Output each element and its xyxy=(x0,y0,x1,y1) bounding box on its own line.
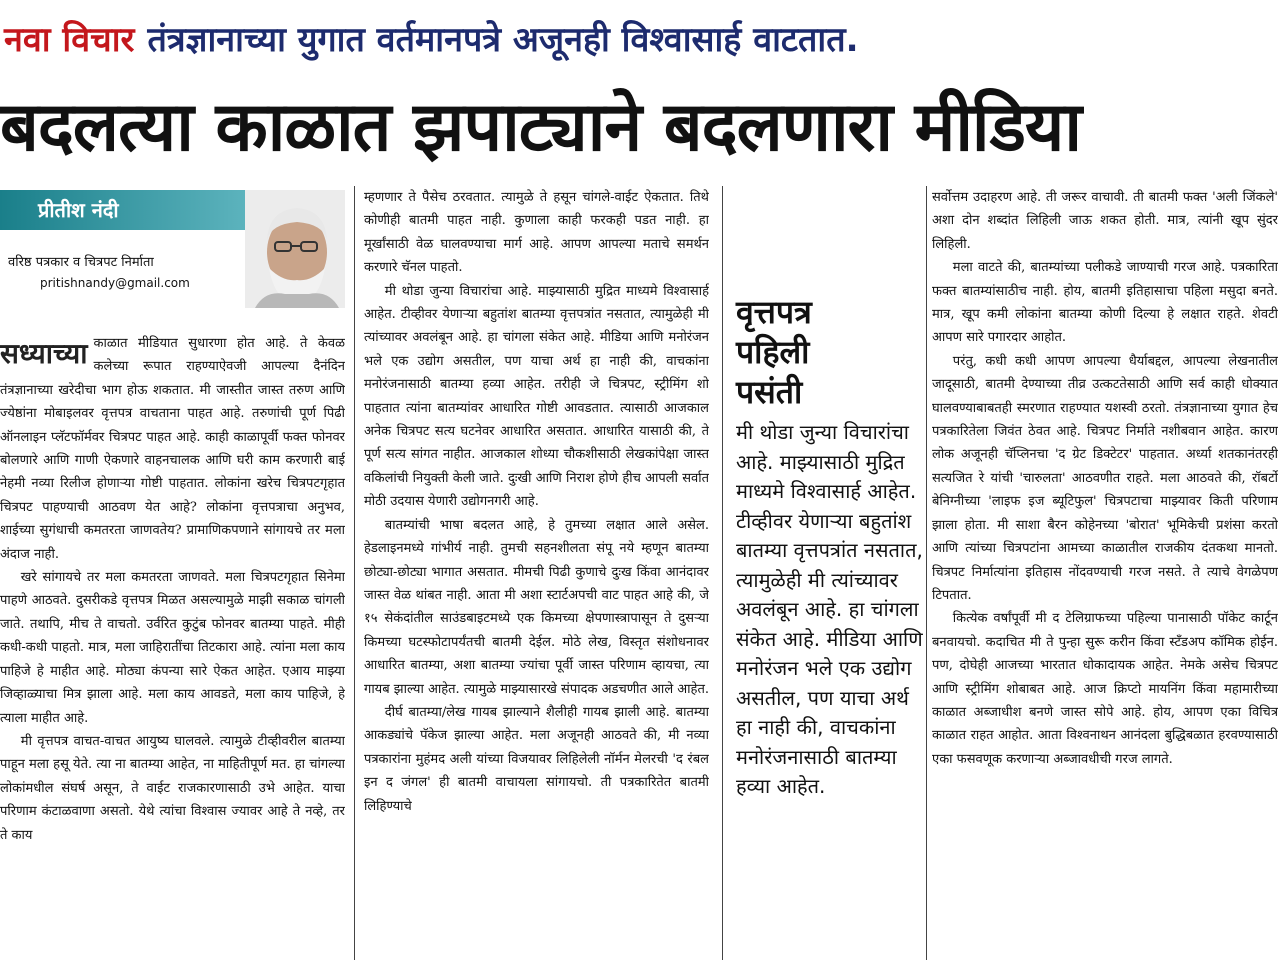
article-column-4 xyxy=(932,186,1278,960)
article-paragraph: काळात मीडियात सुधारणा होत आहे. ते केवळ कलेच्या रूपात राहण्याऐवजी आपल्या दैनंदिन तंत्रज्ञानाच्या खरेदीचा भाग होऊ शकतात. मी जास्तीत जास्त तरुण आणि ज्येष्ठांना मोबाइलवर वृत्तपत्र वाचताना पाहत आहे. तरुणांची पूर्ण पिढी ऑनलाइन प्लॅटफॉर्मवर चित्रपट पाहत आहे. काही काळापूर्वी फक्त फोनवर बोलणारे आणि गाणी ऐकणारे वाहनचालक आणि घरी काम करणारी बाई नेहमी नव्या रिलीज होणाऱ्या गोष्टी पाहतात. लोकांना खरेच चित्रपटगृहात चित्रपट पाहण्याची आठवण येत आहे? लोकांना वृत्तपत्राचा अनुभव, शाईच्या सुगंधाची कमतरता जाणवतेय? प्रामाणिकपणाने सांगायचे तर मला अंदाज नाही. xyxy=(0,336,345,562)
article-paragraph: सर्वोत्तम उदाहरण आहे. ती जरूर वाचावी. ती बातमी फक्त 'अली जिंकले' अशा दोन शब्दांत लिहिली जाऊ शकत होती. मात्र, त्यांनी खूप सुंदर लिहिली. xyxy=(932,190,1278,252)
article-column-2 xyxy=(364,186,709,960)
header-row xyxy=(0,10,1278,70)
article-paragraph: खरे सांगायचे तर मला कमतरता जाणवते. मला चित्रपटगृहात सिनेमा पाहणे आठवते. दुसरीकडे वृत्तपत्र मिळत असल्यामुळे माझी सकाळ चांगली जाते. तथापि, मीच ते वाचतो. उर्वरित कुटुंब फोनवर बातम्या पाहते. मीही कधी-कधी पाहतो. मात्र, मला जाहिरातींचा तिटकारा आहे. त्यांना मला काय पाहिजे हे माहीत आहे. मोठ्या कंपन्या सारे ऐकत आहेत. एआय माझ्या जिव्हाळ्याचा मित्र झाला आहे. मला काय आवडते, मला काय पाहिजे, हे त्याला माहीत आहे. xyxy=(0,570,345,726)
author-role: वरिष्ठ पत्रकार व चित्रपट निर्माता xyxy=(8,255,154,270)
main-headline: बदलत्या काळात झपाट्याने बदलणारा मीडिया xyxy=(0,88,1081,167)
article-column-1 xyxy=(0,332,345,960)
article-paragraph: बातम्यांची भाषा बदलत आहे, हे तुमच्या लक्षात आले असेल. हेडलाइनमध्ये गांभीर्य नाही. तुमची सहनशीलता संपू नये म्हणून बातम्या छोट्या-छोट्या भागात असतात. मीमची पिढी कुणाचे दुःख किंवा आनंदावर जास्त वेळ थांबत नाही. आता मी अशा स्टार्टअपची वाट पाहत आहे की, जे १५ सेकंदांतील साउंडबाइटमध्ये एक किमच्या क्षेपणास्त्रापासून ते दुसऱ्या किमच्या घटस्फोटापर्यंतची बातमी देईल. मोठे लेख, विस्तृत संशोधनावर आधारित बातम्या, अशा बातम्या ज्यांचा पूर्वी जास्त परिणाम व्हायचा, त्या गायब झाल्या आहेत. त्यामुळे माझ्यासारखे संपादक अडचणीत आले आहेत. xyxy=(364,517,709,697)
section-kicker: नवा विचार xyxy=(4,20,135,60)
author-portrait xyxy=(245,190,345,308)
article-paragraph: मला वाटते की, बातम्यांच्या पलीकडे जाण्याची गरज आहे. पत्रकारिता फक्त बातम्यांसाठीच नाही. होय, बातमी इतिहासाचा पहिला मसुदा बनते. मात्र, खूप कमी लोकांना बातम्या कोणी दिल्या हे लक्षात राहते. शेवटी आपण सारे पगारदार आहोत. xyxy=(932,260,1278,346)
pullquote-heading-line: पसंती xyxy=(736,373,803,411)
column-divider xyxy=(926,186,927,960)
article-paragraph: म्हणणार ते पैसेच ठरवतात. त्यामुळे ते हसून चांगले-वाईट ऐकतात. तिथे कोणीही बातमी पाहत नाही. कुणाला काही फरकही पडत नाही. हा मूर्खांसाठी वेळ घालवण्याचा मार्ग आहे. आपण आपल्या मताचे समर्थन करणारे चॅनल पाहतो. xyxy=(364,190,709,276)
article-paragraph: परंतु, कधी कधी आपण आपल्या धैर्याबद्दल, आपल्या लेखनातील जादूसाठी, बातमी देण्याच्या तीव्र उत्कटतेसाठी आणि सर्व काही धोक्यात घालवण्याबाबतही स्मरणात राहण्यात यशस्वी ठरतो. तंत्रज्ञानाच्या युगात हेच पत्रकारितेला जिवंत ठेवत आहे. चित्रपट निर्माते नशीबवान आहेत. कारण लोक अजूनही चॅप्लिनचा 'द ग्रेट डिक्टेटर' पाहतात. अर्ध्या शतकानंतरही सत्यजित रे यांची 'चारुलता' आठवणीत राहते. मला आठवते की, रॉबर्टो बेनिग्नीच्या 'लाइफ इज ब्यूटिफुल' चित्रपटाचा माझ्यावर किती परिणाम झाला होता. मी साशा बैरन कोहेनच्या 'बोरात' भूमिकेची प्रशंसा करतो आणि त्यांच्या चित्रपटांना आमच्या काळातील राजकीय दंतकथा मानतो. चित्रपट निर्मात्यांना इतिहास नोंदवण्याची गरज नसते. ते त्याचे वेगळेपण टिपतात. xyxy=(932,353,1278,603)
lead-paragraph xyxy=(0,332,345,566)
subheadline: तंत्रज्ञानाच्या युगात वर्तमानपत्रे अजूनही विश्वासार्ह वाटतात. xyxy=(147,20,859,60)
pullquote-heading-line: वृत्तपत्र xyxy=(736,293,812,331)
pullquote-heading-line: पहिली xyxy=(736,333,810,371)
author-name: प्रीतीश नंदी xyxy=(38,198,119,222)
article-paragraph: मी वृत्तपत्र वाचत-वाचत आयुष्य घालवले. त्यामुळे टीव्हीवरील बातम्या पाहून मला हसू येते. त्या ना बातम्या आहेत, ना माहितीपूर्ण मत. हा चांगल्या लोकांमधील संघर्ष असून, ते वाईट राजकारणासाठी उभे आहेत. याचा परिणाम कंटाळवाणा असतो. येथे त्यांचा विश्वास ज्यावर आहे ते नव्हे, तर ते काय xyxy=(0,733,345,843)
article-paragraph: दीर्घ बातम्या/लेख गायब झाल्याने शैलीही गायब झाली आहे. बातम्या आकड्यांचे पॅकेज झाल्या आहेत. मला अजूनही आठवते की, मी नव्या पत्रकारांना मुहंमद अली यांच्या विजयावर लिहिलेली नॉर्मन मेलरची 'द रंबल इन द जंगल' ही बातमी वाचायला सांगायचो. ती पत्रकारितेत बातमी लिहिण्याचे xyxy=(364,704,709,814)
author-email: pritishnandy@gmail.com xyxy=(40,276,190,290)
pullquote-heading xyxy=(736,292,926,412)
byline-band xyxy=(0,190,245,230)
article-paragraph: कित्येक वर्षांपूर्वी मी द टेलिग्राफच्या पहिल्या पानासाठी पॉकेट कार्टून बनवायचो. कदाचित मी ते पुन्हा सुरू करीन किंवा स्टँडअप कॉमिक होईन. पण, दोघेही आजच्या भारतात धोकादायक आहेत. नेमके असेच चित्रपट आणि स्ट्रीमिंग शोबाबत आहे. आज क्रिप्टो मायनिंग किंवा महामारीच्या काळात अब्जाधीश बनणे जास्त सोपे आहे. होय, आपण एका विचित्र काळात राहत आहोत. आता विश्वनाथन आनंदला बुद्धिबळात हरवण्यासाठी एका फसवणूक करणाऱ्या अब्जावधीची गरज लागते. xyxy=(932,611,1278,767)
author-byline xyxy=(0,190,345,308)
article-paragraph: मी थोडा जुन्या विचारांचा आहे. माझ्यासाठी मुद्रित माध्यमे विश्वासार्ह आहेत. टीव्हीवर येणाऱ्या बहुतांश बातम्या वृत्तपत्रांत नसतात, त्यामुळेही मी त्यांच्यावर अवलंबून आहे. हा चांगला संकेत आहे. मीडिया आणि मनोरंजन भले एक उद्योग असतील, पण याचा अर्थ हा नाही की, वाचकांना मनोरंजनासाठी बातम्या हव्या आहेत. तरीही जे चित्रपट, स्ट्रीमिंग शो पाहतात त्यांना बातम्यांवर आधारित गोष्टी आवडतात. त्यासाठी आजकाल अनेक चित्रपट सत्य घटनेवर आधारित असतात. आधारित यासाठी की, ते पूर्ण सत्य सांगत नाहीत. आजकाल शोध्या चौकशीसाठी लेखकांपेक्षा जास्त वकिलांची नियुक्ती केली जाते. दुःखी आणि निराश होणे हीच आपली सर्वात मोठी उदयास येणारी उद्योगनगरी आहे. xyxy=(364,283,709,510)
column-divider xyxy=(722,186,723,960)
pullquote-text: मी थोडा जुन्या विचारांचा आहे. माझ्यासाठी मुद्रित माध्यमे विश्वासार्ह आहेत. टीव्हीवर येणाऱ्या बहुतांश बातम्या वृत्तपत्रांत नसतात, त्यामुळेही मी त्यांच्यावर अवलंबून आहे. हा चांगला संकेत आहे. मीडिया आणि मनोरंजन भले एक उद्योग असतील, पण याचा अर्थ हा नाही की, वाचकांना मनोरंजनासाठी बातम्या हव्या आहेत. xyxy=(736,420,923,798)
column-divider xyxy=(354,186,355,960)
dropcap-word: सध्याच्या xyxy=(0,337,88,370)
